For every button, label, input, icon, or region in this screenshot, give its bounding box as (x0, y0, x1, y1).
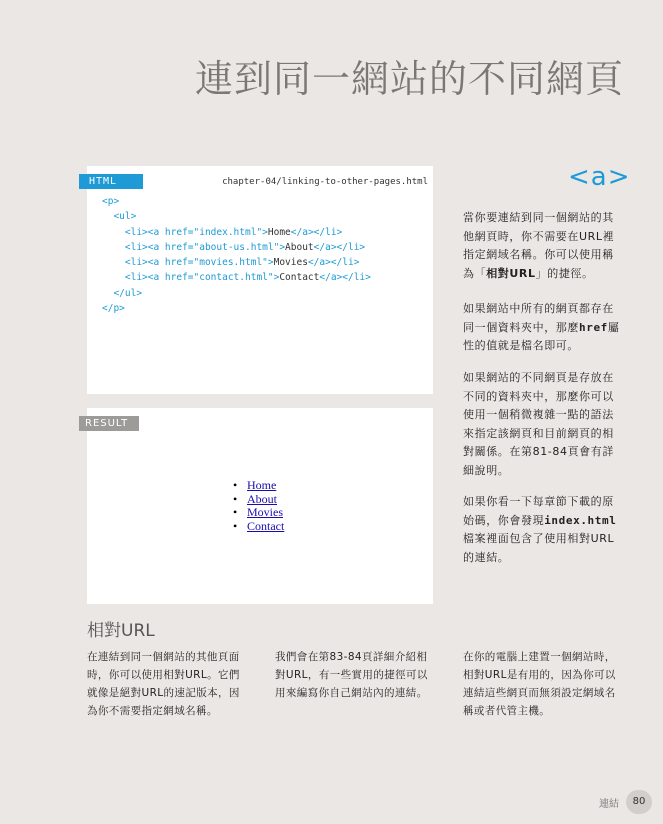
list-item (233, 479, 284, 493)
code-markup: </p> (102, 303, 125, 315)
code-markup: <li><a href="about-us.html"> (124, 241, 286, 253)
result-link-contact[interactable]: Contact (247, 518, 285, 533)
body-column-2: 我們會在第83-84頁詳細介紹相對URL，有一些實用的捷徑可以用來編寫你自己網站內的連結。 (275, 651, 428, 699)
code-link-text: Contact (279, 272, 320, 284)
code-markup: <p> (102, 196, 120, 207)
result-link-about[interactable]: About (247, 491, 277, 506)
sidebar-paragraph-1 (463, 209, 623, 283)
code-link-text: About (285, 241, 314, 253)
code-line (102, 255, 371, 270)
code-indent (102, 272, 125, 283)
code-link-text: Home (267, 226, 291, 238)
code-markup-close: </a></li> (319, 272, 371, 284)
code-block (102, 194, 371, 316)
list-item (233, 493, 284, 507)
code-line (102, 240, 371, 255)
code-markup: <ul> (113, 211, 137, 223)
anchor-tag-heading: <a> (568, 162, 631, 192)
code-markup-close: </a></li> (307, 257, 360, 269)
code-line (102, 286, 371, 301)
code-markup-close: </a></li> (313, 241, 366, 253)
code-indent (102, 242, 125, 253)
sidebar-p1-text: 當你要連結到同一個網站的其他網頁時，你不需要在URL裡指定網域名稱。你可以使用稱為「 (463, 211, 615, 280)
code-line (102, 301, 371, 316)
result-tab-label: RESULT (79, 416, 139, 431)
code-line (102, 194, 371, 209)
sidebar-paragraph-4 (463, 493, 623, 567)
sidebar-paragraph-2 (463, 300, 623, 356)
code-markup: <li><a href="index.html"> (124, 226, 268, 238)
code-markup: <li><a href="movies.html"> (124, 257, 274, 269)
result-link-movies[interactable]: Movies (247, 505, 283, 519)
sidebar-p2-code: href (579, 320, 608, 334)
sidebar-paragraph-3: 如果網站的不同網頁是存放在不同的資料夾中，那麼你可以使用一個稍微複雜一點的語法來指定該網頁和目前網頁的相對關係。在第81-84頁會有詳細說明。 (463, 371, 614, 477)
code-line (102, 209, 371, 224)
page-title: 連到同一網站的不同網頁 (194, 57, 624, 101)
code-markup-close: </a></li> (290, 226, 343, 238)
code-indent (102, 288, 113, 299)
list-item (233, 520, 284, 534)
sidebar-p4-text: 如果你看一下每章節下載的原始碼，你會發現 (463, 495, 614, 527)
code-indent (102, 227, 125, 238)
code-markup: <li><a href="contact.html"> (124, 272, 280, 284)
body-column-1: 在連結到同一個網站的其他頁面時，你可以使用相對URL。它們就像是絕對URL的速記版本，因為你不需要指定網域名稱。 (87, 651, 240, 717)
result-link-list (233, 479, 284, 533)
list-item (233, 506, 284, 520)
page-number: 80 (626, 790, 652, 814)
code-indent (102, 257, 125, 268)
section-heading: 相對URL (87, 621, 155, 641)
code-line (102, 225, 371, 240)
sidebar-p1-bold: 相對URL (486, 266, 536, 280)
sidebar-p2-tail: 屬性的值就是檔名即可。 (463, 320, 620, 352)
sidebar-p4-tail: 檔案裡面包含了使用相對URL的連結。 (463, 532, 615, 564)
result-link-home[interactable]: Home (247, 478, 277, 492)
code-indent (102, 211, 113, 222)
body-column-3: 在你的電腦上建置一個網站時，相對URL是有用的，因為你可以連結這些網頁而無須設定網域名稱或者代管主機。 (463, 651, 616, 717)
file-path: chapter-04/linking-to-other-pages.html (222, 177, 428, 187)
sidebar-p1-tail: 」的捷徑。 (535, 266, 594, 280)
sidebar-p2-text: 如果網站中所有的網頁都存在同一個資料夾中，那麼 (463, 302, 614, 334)
html-tab-label: HTML (79, 174, 143, 189)
code-line (102, 270, 371, 285)
footer-chapter-label: 連結 (599, 799, 619, 810)
code-link-text: Movies (273, 257, 308, 269)
sidebar-p4-code: index.html (544, 513, 617, 527)
code-markup: </ul> (113, 287, 143, 299)
